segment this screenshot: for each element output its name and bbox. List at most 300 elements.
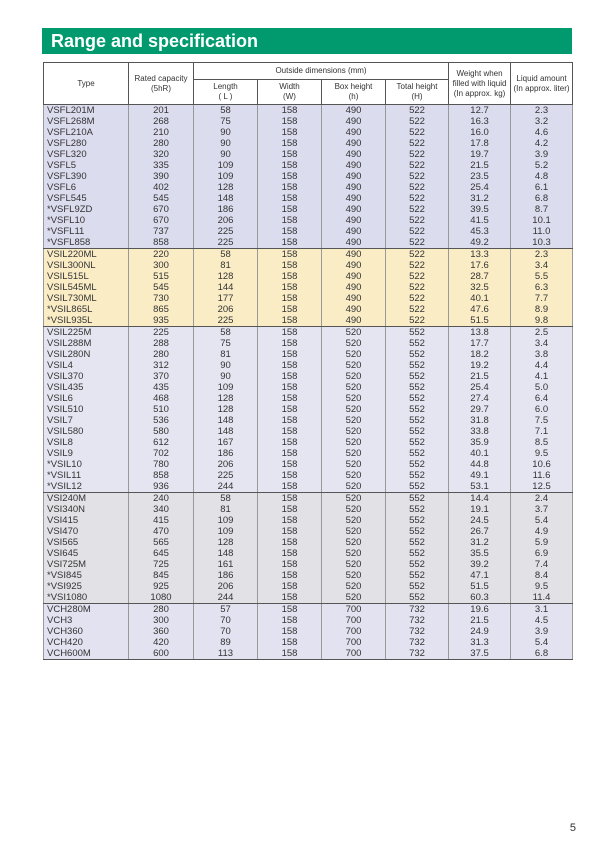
- table-row: [44, 404, 573, 415]
- cell-weight: 40.1: [449, 448, 511, 459]
- table-row: [44, 648, 573, 660]
- cell-rated-capacity: 220: [129, 249, 194, 261]
- header-total-height-label: Total height: [396, 82, 438, 91]
- cell-total-height: 522: [386, 105, 449, 117]
- cell-rated-capacity: 268: [129, 116, 194, 127]
- cell-box-height: 490: [322, 260, 386, 271]
- cell-width: 158: [258, 138, 322, 149]
- cell-type: VSIL370: [44, 371, 129, 382]
- cell-length: 225: [194, 237, 258, 249]
- model-group: [44, 105, 573, 249]
- cell-rated-capacity: 670: [129, 215, 194, 226]
- cell-length: 81: [194, 349, 258, 360]
- cell-rated-capacity: 936: [129, 481, 194, 493]
- cell-liquid-amount: 9.5: [511, 581, 573, 592]
- table-row: [44, 570, 573, 581]
- table-row: [44, 271, 573, 282]
- cell-liquid-amount: 6.4: [511, 393, 573, 404]
- cell-liquid-amount: 3.9: [511, 626, 573, 637]
- cell-total-height: 522: [386, 171, 449, 182]
- cell-type: VSI645: [44, 548, 129, 559]
- table-row: [44, 515, 573, 526]
- cell-type: VSFL280: [44, 138, 129, 149]
- cell-rated-capacity: 420: [129, 637, 194, 648]
- cell-total-height: 552: [386, 570, 449, 581]
- cell-rated-capacity: 210: [129, 127, 194, 138]
- cell-type: *VSIL12: [44, 481, 129, 493]
- cell-type: VSIL435: [44, 382, 129, 393]
- header-liquid-amount: [511, 63, 573, 105]
- cell-total-height: 522: [386, 304, 449, 315]
- cell-width: 158: [258, 581, 322, 592]
- cell-length: 186: [194, 448, 258, 459]
- cell-length: 206: [194, 304, 258, 315]
- cell-length: 225: [194, 315, 258, 327]
- cell-box-height: 520: [322, 360, 386, 371]
- cell-liquid-amount: 6.3: [511, 282, 573, 293]
- cell-rated-capacity: 312: [129, 360, 194, 371]
- cell-rated-capacity: 702: [129, 448, 194, 459]
- model-group: [44, 493, 573, 604]
- cell-total-height: 522: [386, 193, 449, 204]
- cell-width: 158: [258, 182, 322, 193]
- cell-liquid-amount: 9.8: [511, 315, 573, 327]
- cell-total-height: 552: [386, 548, 449, 559]
- cell-box-height: 490: [322, 304, 386, 315]
- table-row: [44, 459, 573, 470]
- cell-rated-capacity: 340: [129, 504, 194, 515]
- cell-rated-capacity: 925: [129, 581, 194, 592]
- cell-rated-capacity: 935: [129, 315, 194, 327]
- cell-liquid-amount: 7.5: [511, 415, 573, 426]
- cell-total-height: 552: [386, 415, 449, 426]
- cell-total-height: 552: [386, 349, 449, 360]
- cell-type: *VSIL935L: [44, 315, 129, 327]
- cell-type: VSIL4: [44, 360, 129, 371]
- header-rated-capacity: [129, 63, 194, 105]
- cell-box-height: 520: [322, 504, 386, 515]
- cell-width: 158: [258, 327, 322, 339]
- cell-type: VSFL6: [44, 182, 129, 193]
- cell-total-height: 522: [386, 315, 449, 327]
- cell-type: *VSIL11: [44, 470, 129, 481]
- cell-box-height: 520: [322, 349, 386, 360]
- cell-type: *VSIL865L: [44, 304, 129, 315]
- cell-liquid-amount: 6.1: [511, 182, 573, 193]
- table-row: [44, 127, 573, 138]
- header-type: Type: [44, 63, 129, 105]
- cell-weight: 51.5: [449, 315, 511, 327]
- cell-weight: 17.7: [449, 338, 511, 349]
- cell-width: 158: [258, 648, 322, 660]
- cell-box-height: 700: [322, 648, 386, 660]
- cell-type: VSFL268M: [44, 116, 129, 127]
- cell-length: 128: [194, 537, 258, 548]
- cell-type: VSIL515L: [44, 271, 129, 282]
- cell-type: VSFL545: [44, 193, 129, 204]
- table-row: [44, 338, 573, 349]
- cell-length: 244: [194, 481, 258, 493]
- cell-width: 158: [258, 615, 322, 626]
- cell-rated-capacity: 225: [129, 327, 194, 339]
- cell-liquid-amount: 8.4: [511, 570, 573, 581]
- cell-liquid-amount: 2.4: [511, 493, 573, 505]
- cell-type: VSIL7: [44, 415, 129, 426]
- cell-type: VSI415: [44, 515, 129, 526]
- cell-total-height: 552: [386, 393, 449, 404]
- cell-type: VSIL288M: [44, 338, 129, 349]
- cell-box-height: 490: [322, 226, 386, 237]
- cell-box-height: 490: [322, 116, 386, 127]
- model-group: [44, 327, 573, 493]
- cell-length: 58: [194, 493, 258, 505]
- page-number: 5: [569, 822, 576, 834]
- cell-total-height: 522: [386, 237, 449, 249]
- cell-liquid-amount: 6.8: [511, 648, 573, 660]
- table-row: [44, 626, 573, 637]
- cell-box-height: 490: [322, 138, 386, 149]
- cell-liquid-amount: 6.0: [511, 404, 573, 415]
- table-row: [44, 138, 573, 149]
- cell-width: 158: [258, 548, 322, 559]
- cell-total-height: 552: [386, 515, 449, 526]
- table-row: [44, 371, 573, 382]
- cell-weight: 51.5: [449, 581, 511, 592]
- cell-width: 158: [258, 338, 322, 349]
- cell-length: 70: [194, 626, 258, 637]
- cell-rated-capacity: 1080: [129, 592, 194, 604]
- cell-liquid-amount: 6.8: [511, 193, 573, 204]
- cell-weight: 12.7: [449, 105, 511, 117]
- cell-liquid-amount: 3.2: [511, 116, 573, 127]
- table-row: [44, 171, 573, 182]
- cell-box-height: 490: [322, 193, 386, 204]
- cell-weight: 21.5: [449, 160, 511, 171]
- cell-rated-capacity: 288: [129, 338, 194, 349]
- cell-weight: 19.6: [449, 604, 511, 616]
- cell-width: 158: [258, 481, 322, 493]
- cell-liquid-amount: 4.5: [511, 615, 573, 626]
- cell-weight: 47.1: [449, 570, 511, 581]
- cell-total-height: 552: [386, 382, 449, 393]
- cell-weight: 47.6: [449, 304, 511, 315]
- cell-length: 128: [194, 393, 258, 404]
- cell-width: 158: [258, 526, 322, 537]
- cell-width: 158: [258, 249, 322, 261]
- cell-total-height: 522: [386, 127, 449, 138]
- cell-rated-capacity: 780: [129, 459, 194, 470]
- cell-width: 158: [258, 426, 322, 437]
- cell-width: 158: [258, 271, 322, 282]
- table-row: [44, 537, 573, 548]
- cell-box-height: 520: [322, 581, 386, 592]
- cell-length: 148: [194, 415, 258, 426]
- cell-weight: 31.8: [449, 415, 511, 426]
- cell-weight: 28.7: [449, 271, 511, 282]
- cell-total-height: 552: [386, 459, 449, 470]
- cell-total-height: 552: [386, 360, 449, 371]
- cell-weight: 21.5: [449, 615, 511, 626]
- cell-weight: 24.9: [449, 626, 511, 637]
- cell-width: 158: [258, 448, 322, 459]
- table-row: [44, 182, 573, 193]
- cell-length: 113: [194, 648, 258, 660]
- header-box-height: [322, 80, 386, 105]
- cell-rated-capacity: 536: [129, 415, 194, 426]
- header-liquid-label: Liquid amount: [516, 73, 567, 83]
- cell-total-height: 522: [386, 260, 449, 271]
- cell-type: VSIL545ML: [44, 282, 129, 293]
- cell-liquid-amount: 3.8: [511, 349, 573, 360]
- cell-type: *VSI845: [44, 570, 129, 581]
- cell-width: 158: [258, 382, 322, 393]
- cell-box-height: 520: [322, 481, 386, 493]
- cell-total-height: 552: [386, 493, 449, 505]
- cell-rated-capacity: 670: [129, 204, 194, 215]
- table-row: [44, 526, 573, 537]
- cell-type: VSIL300NL: [44, 260, 129, 271]
- cell-rated-capacity: 300: [129, 615, 194, 626]
- cell-liquid-amount: 5.9: [511, 537, 573, 548]
- cell-type: *VSFL11: [44, 226, 129, 237]
- cell-width: 158: [258, 504, 322, 515]
- cell-rated-capacity: 545: [129, 193, 194, 204]
- cell-liquid-amount: 3.7: [511, 504, 573, 515]
- table-row: [44, 360, 573, 371]
- page-title: Range and specification: [51, 31, 259, 51]
- cell-total-height: 522: [386, 160, 449, 171]
- header-outside-dimensions: [194, 63, 449, 80]
- cell-width: 158: [258, 127, 322, 138]
- cell-rated-capacity: 645: [129, 548, 194, 559]
- cell-rated-capacity: 300: [129, 260, 194, 271]
- cell-rated-capacity: 470: [129, 526, 194, 537]
- table-row: [44, 493, 573, 505]
- table-row: [44, 260, 573, 271]
- cell-length: 81: [194, 504, 258, 515]
- table-row: [44, 437, 573, 448]
- cell-total-height: 552: [386, 481, 449, 493]
- cell-total-height: 552: [386, 470, 449, 481]
- cell-rated-capacity: 468: [129, 393, 194, 404]
- cell-liquid-amount: 5.2: [511, 160, 573, 171]
- cell-total-height: 522: [386, 282, 449, 293]
- cell-total-height: 522: [386, 249, 449, 261]
- cell-weight: 40.1: [449, 293, 511, 304]
- cell-box-height: 520: [322, 470, 386, 481]
- cell-liquid-amount: 3.4: [511, 260, 573, 271]
- cell-total-height: 732: [386, 637, 449, 648]
- cell-width: 158: [258, 160, 322, 171]
- table-header: [44, 63, 573, 105]
- cell-total-height: 552: [386, 437, 449, 448]
- cell-box-height: 490: [322, 293, 386, 304]
- cell-type: VSI565: [44, 537, 129, 548]
- cell-length: 144: [194, 282, 258, 293]
- cell-box-height: 490: [322, 160, 386, 171]
- cell-rated-capacity: 865: [129, 304, 194, 315]
- cell-rated-capacity: 240: [129, 493, 194, 505]
- cell-type: VSFL210A: [44, 127, 129, 138]
- cell-liquid-amount: 2.5: [511, 327, 573, 339]
- table-row: [44, 116, 573, 127]
- cell-box-height: 520: [322, 548, 386, 559]
- cell-liquid-amount: 2.3: [511, 249, 573, 261]
- cell-total-height: 522: [386, 204, 449, 215]
- cell-weight: 35.9: [449, 437, 511, 448]
- cell-width: 158: [258, 237, 322, 249]
- cell-total-height: 552: [386, 504, 449, 515]
- cell-box-height: 490: [322, 315, 386, 327]
- cell-rated-capacity: 730: [129, 293, 194, 304]
- cell-box-height: 520: [322, 415, 386, 426]
- table-row: [44, 504, 573, 515]
- cell-total-height: 732: [386, 615, 449, 626]
- cell-weight: 27.4: [449, 393, 511, 404]
- header-box-height-symbol: (h): [348, 92, 359, 101]
- cell-width: 158: [258, 149, 322, 160]
- cell-total-height: 552: [386, 404, 449, 415]
- cell-length: 70: [194, 615, 258, 626]
- cell-rated-capacity: 858: [129, 237, 194, 249]
- table-row: [44, 548, 573, 559]
- cell-width: 158: [258, 282, 322, 293]
- cell-weight: 23.5: [449, 171, 511, 182]
- cell-weight: 39.5: [449, 204, 511, 215]
- table-row: [44, 149, 573, 160]
- cell-box-height: 490: [322, 182, 386, 193]
- cell-rated-capacity: 415: [129, 515, 194, 526]
- cell-length: 225: [194, 470, 258, 481]
- cell-box-height: 520: [322, 382, 386, 393]
- cell-liquid-amount: 11.6: [511, 470, 573, 481]
- cell-length: 109: [194, 171, 258, 182]
- header-box-height-label: Box height: [334, 82, 373, 91]
- cell-box-height: 490: [322, 204, 386, 215]
- cell-weight: 18.2: [449, 349, 511, 360]
- cell-type: VSFL5: [44, 160, 129, 171]
- cell-liquid-amount: 7.1: [511, 426, 573, 437]
- cell-total-height: 552: [386, 338, 449, 349]
- cell-liquid-amount: 4.1: [511, 371, 573, 382]
- cell-length: 90: [194, 138, 258, 149]
- cell-rated-capacity: 370: [129, 371, 194, 382]
- cell-box-height: 490: [322, 282, 386, 293]
- cell-liquid-amount: 12.5: [511, 481, 573, 493]
- cell-liquid-amount: 5.0: [511, 382, 573, 393]
- cell-type: VSFL390: [44, 171, 129, 182]
- cell-weight: 31.2: [449, 193, 511, 204]
- cell-weight: 60.3: [449, 592, 511, 604]
- table-row: [44, 615, 573, 626]
- header-length: [194, 80, 258, 105]
- cell-box-height: 520: [322, 327, 386, 339]
- cell-width: 158: [258, 393, 322, 404]
- cell-rated-capacity: 320: [129, 149, 194, 160]
- cell-length: 75: [194, 116, 258, 127]
- cell-total-height: 552: [386, 537, 449, 548]
- cell-rated-capacity: 858: [129, 470, 194, 481]
- cell-width: 158: [258, 404, 322, 415]
- cell-length: 89: [194, 637, 258, 648]
- cell-type: *VSI925: [44, 581, 129, 592]
- table-row: [44, 293, 573, 304]
- cell-weight: 16.3: [449, 116, 511, 127]
- cell-rated-capacity: 545: [129, 282, 194, 293]
- cell-liquid-amount: 3.9: [511, 149, 573, 160]
- cell-width: 158: [258, 637, 322, 648]
- cell-box-height: 490: [322, 271, 386, 282]
- cell-liquid-amount: 5.5: [511, 271, 573, 282]
- cell-total-height: 552: [386, 592, 449, 604]
- cell-liquid-amount: 8.9: [511, 304, 573, 315]
- cell-width: 158: [258, 437, 322, 448]
- cell-total-height: 522: [386, 293, 449, 304]
- cell-weight: 45.3: [449, 226, 511, 237]
- cell-weight: 17.6: [449, 260, 511, 271]
- header-width-symbol: (W): [283, 92, 296, 101]
- cell-rated-capacity: 402: [129, 182, 194, 193]
- cell-rated-capacity: 510: [129, 404, 194, 415]
- cell-type: VSIL6: [44, 393, 129, 404]
- cell-weight: 32.5: [449, 282, 511, 293]
- cell-rated-capacity: 360: [129, 626, 194, 637]
- cell-length: 167: [194, 437, 258, 448]
- cell-type: VCH420: [44, 637, 129, 648]
- cell-weight: 16.0: [449, 127, 511, 138]
- cell-total-height: 552: [386, 581, 449, 592]
- cell-rated-capacity: 515: [129, 271, 194, 282]
- cell-box-height: 700: [322, 604, 386, 616]
- cell-rated-capacity: 600: [129, 648, 194, 660]
- cell-weight: 29.7: [449, 404, 511, 415]
- cell-width: 158: [258, 349, 322, 360]
- cell-total-height: 522: [386, 149, 449, 160]
- table-row: [44, 105, 573, 117]
- cell-width: 158: [258, 215, 322, 226]
- table-row: [44, 193, 573, 204]
- cell-length: 81: [194, 260, 258, 271]
- cell-rated-capacity: 335: [129, 160, 194, 171]
- cell-box-height: 520: [322, 459, 386, 470]
- cell-width: 158: [258, 193, 322, 204]
- cell-length: 186: [194, 570, 258, 581]
- cell-length: 206: [194, 459, 258, 470]
- cell-type: VSIL8: [44, 437, 129, 448]
- cell-weight: 33.8: [449, 426, 511, 437]
- model-group: [44, 249, 573, 327]
- cell-weight: 39.2: [449, 559, 511, 570]
- table-row: [44, 448, 573, 459]
- cell-total-height: 552: [386, 426, 449, 437]
- header-rated-capacity-label: Rated capacity: [134, 73, 188, 83]
- cell-length: 177: [194, 293, 258, 304]
- cell-width: 158: [258, 626, 322, 637]
- cell-length: 206: [194, 215, 258, 226]
- header-length-symbol: ( L ): [218, 92, 233, 101]
- cell-width: 158: [258, 537, 322, 548]
- cell-box-height: 490: [322, 249, 386, 261]
- cell-length: 90: [194, 127, 258, 138]
- cell-length: 90: [194, 360, 258, 371]
- cell-length: 58: [194, 249, 258, 261]
- cell-width: 158: [258, 415, 322, 426]
- cell-weight: 19.1: [449, 504, 511, 515]
- cell-width: 158: [258, 260, 322, 271]
- cell-width: 158: [258, 315, 322, 327]
- cell-box-height: 520: [322, 448, 386, 459]
- header-outside-dimensions-unit: (mm): [347, 66, 367, 75]
